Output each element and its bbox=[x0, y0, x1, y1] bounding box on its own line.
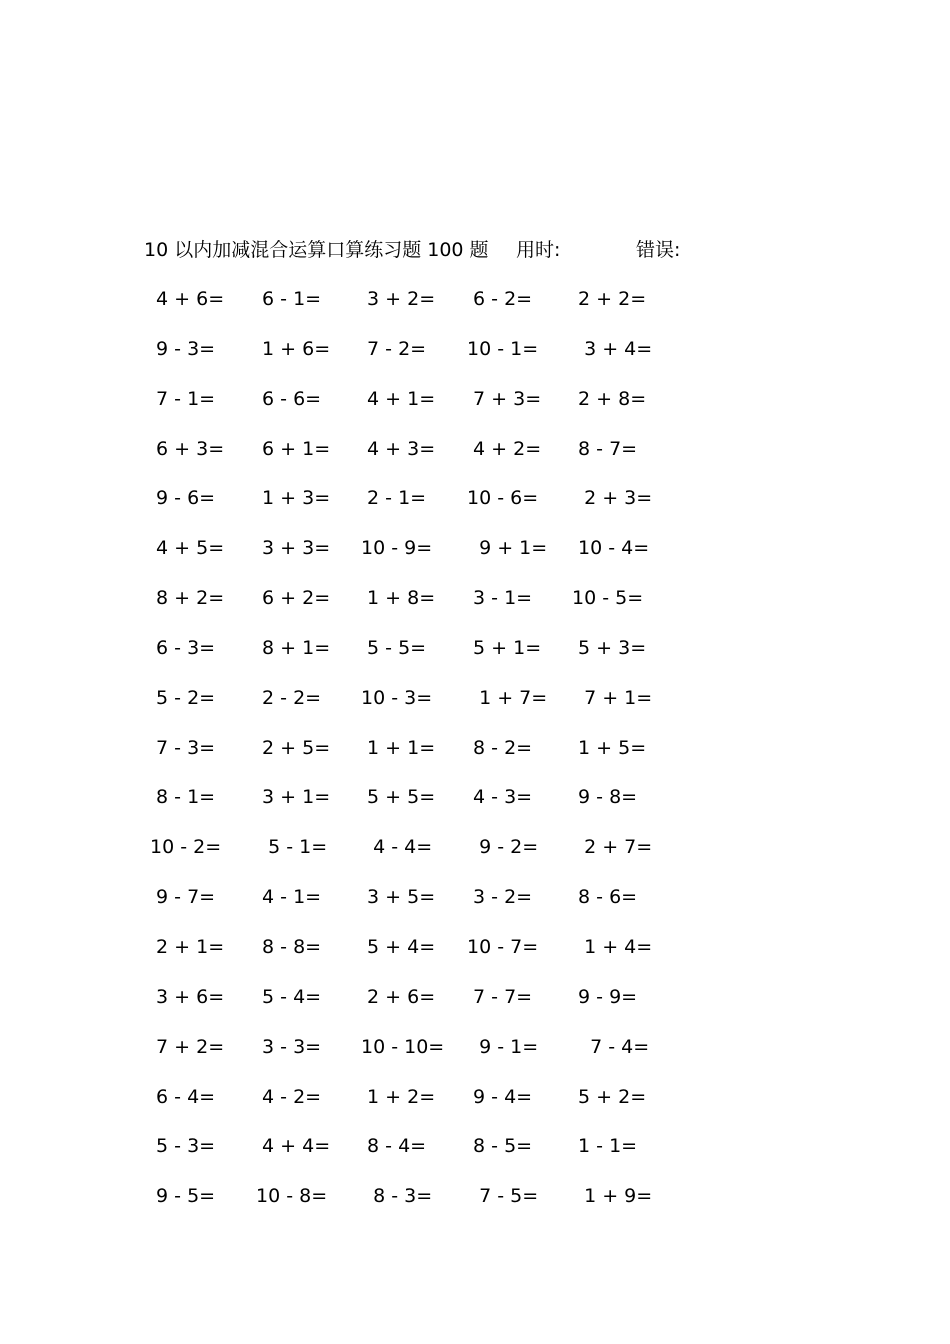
arithmetic-problem: 7 + 2= bbox=[150, 1035, 225, 1058]
problem-row bbox=[0, 1132, 950, 1182]
worksheet-header bbox=[0, 236, 950, 264]
arithmetic-problem: 7 + 3= bbox=[467, 387, 542, 410]
arithmetic-problem: 5 - 5= bbox=[361, 636, 427, 659]
arithmetic-problem: 4 - 3= bbox=[467, 786, 533, 809]
arithmetic-problem: 4 - 2= bbox=[256, 1085, 322, 1108]
problem-row bbox=[0, 534, 950, 584]
arithmetic-problem: 9 - 6= bbox=[150, 487, 216, 510]
arithmetic-problem: 5 - 3= bbox=[150, 1135, 216, 1158]
arithmetic-problem: 1 + 9= bbox=[572, 1185, 653, 1208]
arithmetic-problem: 10 - 8= bbox=[256, 1185, 328, 1208]
problem-row bbox=[0, 933, 950, 983]
arithmetic-problem: 9 - 1= bbox=[467, 1035, 539, 1058]
arithmetic-problem: 9 - 2= bbox=[467, 836, 539, 859]
arithmetic-problem: 3 + 5= bbox=[361, 886, 436, 909]
arithmetic-problem: 6 - 3= bbox=[150, 636, 216, 659]
arithmetic-problem: 8 - 4= bbox=[361, 1135, 427, 1158]
arithmetic-problem: 2 + 2= bbox=[572, 288, 647, 310]
arithmetic-problem: 10 - 2= bbox=[150, 836, 222, 859]
arithmetic-problem: 7 - 7= bbox=[467, 985, 533, 1008]
arithmetic-problem: 7 - 4= bbox=[572, 1035, 650, 1058]
arithmetic-problem: 3 + 3= bbox=[256, 537, 331, 560]
arithmetic-problem: 1 + 4= bbox=[572, 935, 653, 958]
arithmetic-problem: 7 - 3= bbox=[150, 736, 216, 759]
arithmetic-problem: 8 - 3= bbox=[361, 1185, 433, 1208]
arithmetic-problem: 2 - 2= bbox=[256, 686, 322, 709]
arithmetic-problem: 9 - 9= bbox=[572, 985, 638, 1008]
arithmetic-problem: 3 + 4= bbox=[572, 337, 653, 360]
arithmetic-problem: 2 + 5= bbox=[256, 736, 331, 759]
arithmetic-problem: 2 + 1= bbox=[150, 935, 225, 958]
problem-row bbox=[0, 484, 950, 534]
arithmetic-problem: 7 - 2= bbox=[361, 337, 427, 360]
problem-row bbox=[0, 883, 950, 933]
problem-row bbox=[0, 1182, 950, 1232]
arithmetic-problem: 1 + 1= bbox=[361, 736, 436, 759]
problem-row bbox=[0, 435, 950, 485]
arithmetic-problem: 5 + 1= bbox=[467, 636, 542, 659]
arithmetic-problem: 7 - 5= bbox=[467, 1185, 539, 1208]
time-used-label: 用时: bbox=[516, 239, 561, 261]
arithmetic-problem: 9 - 7= bbox=[150, 886, 216, 909]
problem-row bbox=[0, 734, 950, 784]
arithmetic-problem: 6 + 3= bbox=[150, 437, 225, 460]
arithmetic-problem: 4 + 4= bbox=[256, 1135, 331, 1158]
arithmetic-problem: 2 - 1= bbox=[361, 487, 427, 510]
worksheet-title: 10 以内加减混合运算口算练习题 100 题 bbox=[144, 239, 489, 261]
arithmetic-problem: 6 - 2= bbox=[467, 288, 533, 310]
arithmetic-problem: 9 - 4= bbox=[467, 1085, 533, 1108]
arithmetic-problem: 10 - 5= bbox=[572, 587, 644, 610]
arithmetic-problem: 1 - 1= bbox=[572, 1135, 638, 1158]
arithmetic-problem: 9 - 3= bbox=[150, 337, 216, 360]
arithmetic-problem: 5 - 2= bbox=[150, 686, 216, 709]
arithmetic-problem: 9 - 5= bbox=[150, 1185, 216, 1208]
arithmetic-problem: 3 + 2= bbox=[361, 288, 436, 310]
arithmetic-problem: 8 - 1= bbox=[150, 786, 216, 809]
arithmetic-problem: 5 + 5= bbox=[361, 786, 436, 809]
arithmetic-problem: 10 - 7= bbox=[467, 935, 539, 958]
arithmetic-problem: 4 + 5= bbox=[150, 537, 225, 560]
arithmetic-problem: 1 + 6= bbox=[256, 337, 331, 360]
arithmetic-problem: 5 - 1= bbox=[256, 836, 328, 859]
arithmetic-problem: 4 + 1= bbox=[361, 387, 436, 410]
arithmetic-problem: 10 - 1= bbox=[467, 337, 539, 360]
arithmetic-problem: 5 + 4= bbox=[361, 935, 436, 958]
arithmetic-problem: 1 + 7= bbox=[467, 686, 548, 709]
arithmetic-problem: 7 - 1= bbox=[150, 387, 216, 410]
arithmetic-problem: 3 - 2= bbox=[467, 886, 533, 909]
arithmetic-problem: 2 + 7= bbox=[572, 836, 653, 859]
problem-grid bbox=[0, 285, 950, 1232]
arithmetic-problem: 3 + 6= bbox=[150, 985, 225, 1008]
arithmetic-problem: 1 + 5= bbox=[572, 736, 647, 759]
arithmetic-problem: 10 - 3= bbox=[361, 686, 433, 709]
arithmetic-problem: 6 + 2= bbox=[256, 587, 331, 610]
arithmetic-problem: 6 + 1= bbox=[256, 437, 331, 460]
arithmetic-problem: 10 - 10= bbox=[361, 1035, 445, 1058]
arithmetic-problem: 3 - 1= bbox=[467, 587, 533, 610]
arithmetic-problem: 5 + 2= bbox=[572, 1085, 647, 1108]
arithmetic-problem: 4 + 6= bbox=[150, 288, 225, 310]
problem-row bbox=[0, 634, 950, 684]
arithmetic-problem: 4 - 1= bbox=[256, 886, 322, 909]
arithmetic-problem: 6 - 1= bbox=[256, 288, 322, 310]
arithmetic-problem: 9 + 1= bbox=[467, 537, 548, 560]
arithmetic-problem: 4 - 4= bbox=[361, 836, 433, 859]
arithmetic-problem: 2 + 6= bbox=[361, 985, 436, 1008]
arithmetic-problem: 6 - 4= bbox=[150, 1085, 216, 1108]
problem-row bbox=[0, 385, 950, 435]
arithmetic-problem: 2 + 3= bbox=[572, 487, 653, 510]
arithmetic-problem: 2 + 8= bbox=[572, 387, 647, 410]
arithmetic-problem: 8 + 1= bbox=[256, 636, 331, 659]
problem-row bbox=[0, 983, 950, 1033]
arithmetic-problem: 8 - 7= bbox=[572, 437, 638, 460]
problem-row bbox=[0, 1083, 950, 1133]
arithmetic-problem: 5 - 4= bbox=[256, 985, 322, 1008]
arithmetic-problem: 6 - 6= bbox=[256, 387, 322, 410]
arithmetic-problem: 9 - 8= bbox=[572, 786, 638, 809]
arithmetic-problem: 7 + 1= bbox=[572, 686, 653, 709]
problem-row bbox=[0, 285, 950, 335]
arithmetic-problem: 8 - 5= bbox=[467, 1135, 533, 1158]
errors-label: 错误: bbox=[636, 239, 681, 261]
arithmetic-problem: 8 - 6= bbox=[572, 886, 638, 909]
arithmetic-problem: 5 + 3= bbox=[572, 636, 647, 659]
problem-row bbox=[0, 335, 950, 385]
arithmetic-problem: 10 - 9= bbox=[361, 537, 433, 560]
arithmetic-problem: 8 - 8= bbox=[256, 935, 322, 958]
arithmetic-problem: 8 + 2= bbox=[150, 587, 225, 610]
problem-row bbox=[0, 783, 950, 833]
problem-row bbox=[0, 833, 950, 883]
problem-row bbox=[0, 1033, 950, 1083]
arithmetic-problem: 3 - 3= bbox=[256, 1035, 322, 1058]
arithmetic-problem: 3 + 1= bbox=[256, 786, 331, 809]
arithmetic-problem: 4 + 2= bbox=[467, 437, 542, 460]
arithmetic-problem: 10 - 4= bbox=[572, 537, 650, 560]
arithmetic-problem: 8 - 2= bbox=[467, 736, 533, 759]
arithmetic-problem: 10 - 6= bbox=[467, 487, 539, 510]
problem-row bbox=[0, 684, 950, 734]
arithmetic-problem: 1 + 2= bbox=[361, 1085, 436, 1108]
arithmetic-problem: 1 + 3= bbox=[256, 487, 331, 510]
arithmetic-problem: 1 + 8= bbox=[361, 587, 436, 610]
arithmetic-problem: 4 + 3= bbox=[361, 437, 436, 460]
problem-row bbox=[0, 584, 950, 634]
